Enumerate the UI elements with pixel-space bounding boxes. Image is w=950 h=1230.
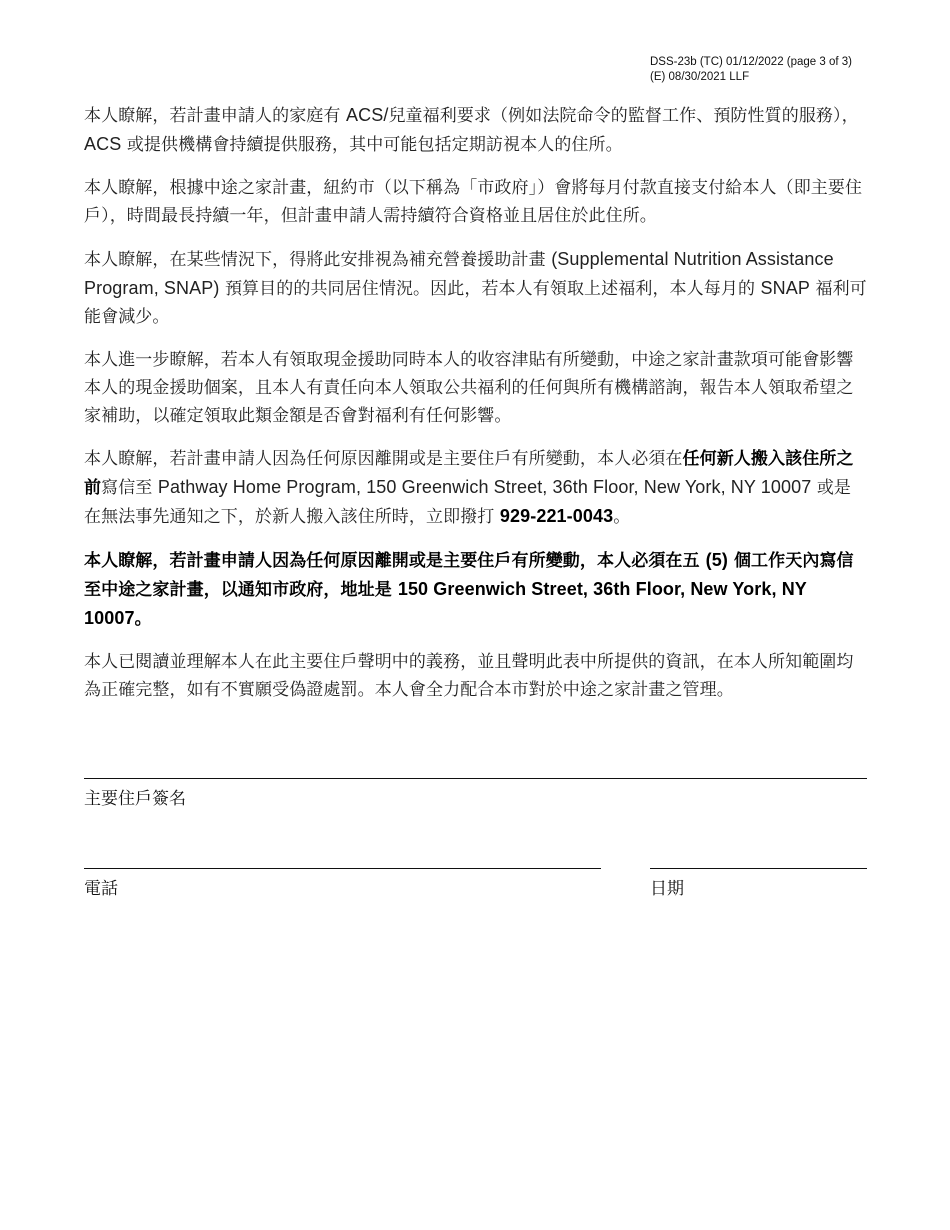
phone-line[interactable] [84,868,601,869]
p1-text-d: ACS [84,134,122,154]
p5-phone-number: 929-221-0043 [499,506,614,526]
p5-text-e: 或是在無法事先通知之下，於新人搬入該住所時，立即撥打 [84,478,852,527]
p6-text-e: 。 [134,609,152,629]
p5-text-a: 本人瞭解，若計畫申請人因為任何原因離開或是主要住戶有所變動，本人必須在 [84,449,683,469]
p6-text-a: 本人瞭解，若計畫申請人因為任何原因離開或是主要住戶有所變動，本人必須在五 [84,551,706,571]
p3-text-e: 福利可能會減少。 [84,279,867,327]
paragraph-monthly-payment: 本人瞭解，根據中途之家計畫，紐約市（以下稱為「市政府」）會將每月付款直接支付給本人（即主要住戶），時間最長持續一年，但計畫申請人需持續符合資格並且居住於此住所。 [84,178,863,226]
p6-address: 150 Greenwich Street, 36th Floor, New York, NY 10007 [84,579,807,628]
p5-address: Pathway Home Program, 150 Greenwich Street, 36th Floor, New York, NY 10007 [157,477,812,497]
paragraph-cash-assistance: 本人進一步瞭解，若本人有領取現金援助同時本人的收容津貼有所變動，中途之家計畫款項可能會影響本人的現金援助個案，且本人有責任向本人領取公共福利的任何與所有機構諮詢，報告本人領取希望之家補助，以確定領取此類金額是否會對福利有任何影響。 [84,350,854,426]
p6-text-b: (5) [705,550,728,570]
paragraph-five-day-notice [84,546,868,633]
paragraph-acs-services [84,101,868,159]
primary-signature-label: 主要住戶簽名 [84,789,186,809]
form-identifier [650,55,880,85]
date-label: 日期 [650,879,684,899]
p3-text-b: (Supplemental Nutrition Assistance Program, SNAP) [84,249,834,298]
paragraph-notify-before-move-in [84,445,868,531]
primary-signature-line[interactable] [84,778,867,779]
phone-label: 電話 [84,879,118,899]
p6-text-c: 個工作天內寫信至中途之家計畫，以通知市政府，地址是 [84,551,854,600]
p3-text-c: 預算目的的共同居住情況。因此，若本人有領取上述福利，本人每月的 [219,279,761,299]
p5-text-g: 。 [613,507,631,527]
paragraph-attestation: 本人已閱讀並理解本人在此主要住戶聲明中的義務，並且聲明此表中所提供的資訊，在本人所知範圍均為正確完整，如有不實願受偽證處罰。本人會全力配合本市對於中途之家計畫之管理。 [84,652,854,700]
declaration-body [84,101,868,719]
p1-text-e: 或提供機構會持續提供服務，其中可能包括定期訪視本人的住所。 [121,135,623,155]
p3-text-d: SNAP [760,278,810,298]
form-id-line-2: (E) 08/30/2021 LLF [650,71,750,83]
date-line[interactable] [650,868,867,869]
p5-text-b: 任何新人搬入該住所之前 [84,449,854,498]
form-id-line-1: DSS-23b (TC) 01/12/2022 (page 3 of 3) [650,56,853,68]
paragraph-snap [84,245,868,331]
p1-text-c: 兒童福利要求（例如法院命令的監督工作、預防性質的服務）， [388,106,859,126]
p3-text-a: 本人瞭解，在某些情況下，得將此安排視為補充營養援助計畫 [84,250,552,270]
p1-text-b: ACS/ [346,105,389,125]
p5-text-c: 寫信至 [101,478,158,498]
p1-text-a: 本人瞭解，若計畫申請人的家庭有 [84,106,347,126]
